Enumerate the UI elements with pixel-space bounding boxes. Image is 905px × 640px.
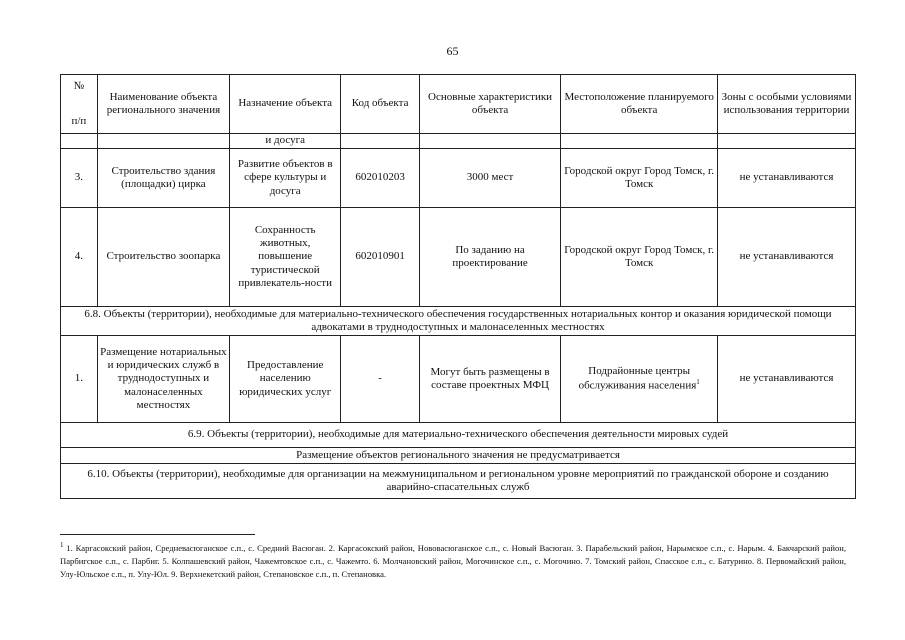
footnote-ref[interactable]: 1 <box>696 378 700 387</box>
cell-zones: не устанавливаются <box>718 149 856 208</box>
location-text: Подрайонные центры обслуживания населения <box>578 364 697 392</box>
header-name: Наименование объекта регионального значения <box>97 75 229 134</box>
cell-name: Строительство зоопарка <box>97 208 229 307</box>
table-row <box>61 336 856 423</box>
cell-characteristics: 3000 мест <box>419 149 560 208</box>
cell-num: 1. <box>61 336 98 423</box>
table-header-row <box>61 75 856 134</box>
cell-num: 3. <box>61 149 98 208</box>
cell-purpose: и досуга <box>230 134 341 149</box>
cell-location: Городской округ Город Томск, г. Томск <box>561 149 718 208</box>
note-row <box>61 448 856 464</box>
header-location: Местоположение планируемого объекта <box>561 75 718 134</box>
cell-name: Строительство здания (площадки) цирка <box>97 149 229 208</box>
table-row <box>61 208 856 307</box>
cell-zones: не устанавливаются <box>718 208 856 307</box>
section-row <box>61 464 856 499</box>
cell-code: 602010901 <box>341 208 420 307</box>
section-heading-6-9: 6.9. Объекты (территории), необходимые для материально-технического обеспечения деятельности мировых судей <box>61 423 856 448</box>
section-heading-6-10: 6.10. Объекты (территории), необходимые для организации на межмуниципальном и региональном уровне мероприятий по гражданской обороне и созданию аварийно-спасательных служб <box>61 464 856 499</box>
footnote <box>60 540 846 581</box>
header-num-sub: п/п <box>71 114 87 127</box>
cell-purpose: Предоставление населению юридических услуг <box>230 336 341 423</box>
footnote-mark: 1 <box>60 541 64 549</box>
header-purpose: Назначение объекта <box>230 75 341 134</box>
header-num-label: № <box>73 80 85 92</box>
objects-table <box>60 74 856 499</box>
cell-num: 4. <box>61 208 98 307</box>
section-row <box>61 307 856 336</box>
cell-purpose: Развитие объектов в сфере культуры и досуга <box>230 149 341 208</box>
cell-code: - <box>341 336 420 423</box>
footnote-divider <box>60 534 255 535</box>
table-row-continuation <box>61 134 856 149</box>
cell-characteristics: По заданию на проектирование <box>419 208 560 307</box>
page-number: 65 <box>446 44 459 58</box>
cell-name: Размещение нотариальных и юридических служб в труднодоступных и малонаселенных местностях <box>97 336 229 423</box>
header-zones: Зоны с особыми условиями использования территории <box>718 75 856 134</box>
header-characteristics: Основные характеристики объекта <box>419 75 560 134</box>
header-num <box>61 75 98 134</box>
cell-location: Городской округ Город Томск, г. Томск <box>561 208 718 307</box>
section-heading-6-8: 6.8. Объекты (территории), необходимые для материально-технического обеспечения государственных нотариальных контор и оказания юридической помощи адвокатами в труднодоступных и малонаселенных местностях <box>61 307 856 336</box>
cell-code: 602010203 <box>341 149 420 208</box>
cell-purpose: Сохранность животных, повышение туристической привлекатель-ности <box>230 208 341 307</box>
table-row <box>61 149 856 208</box>
cell-characteristics: Могут быть размещены в составе проектных МФЦ <box>419 336 560 423</box>
cell-zones: не устанавливаются <box>718 336 856 423</box>
note-6-9: Размещение объектов регионального значения не предусматривается <box>61 448 856 464</box>
footnote-text: 1. Каргасокский район, Средневасюганское с.п., с. Средний Васюган. 2. Каргасокский район, Нововасюганское с.п., с. Новый Васюган. 3. Парабельский район, Нарымское с.п., с. Нарым. 4. Бакчарский район, Парбигское с.п., с. Парбиг. 5. Колпашевский район, Чажемтовское с.п., с. Чажемто. 6. Молчановский район, Могочинское с.п., с. Могочино. 7. Томский район, Спасское с.п., с. Батурино. 8. Первомайский район, Улу-Юльское с.п., п. Улу-Юл. 9. Верхнекетский район, Степановское с.п., п. Степановка. <box>60 542 846 579</box>
section-row <box>61 423 856 448</box>
header-code: Код объекта <box>341 75 420 134</box>
cell-location <box>561 336 718 423</box>
